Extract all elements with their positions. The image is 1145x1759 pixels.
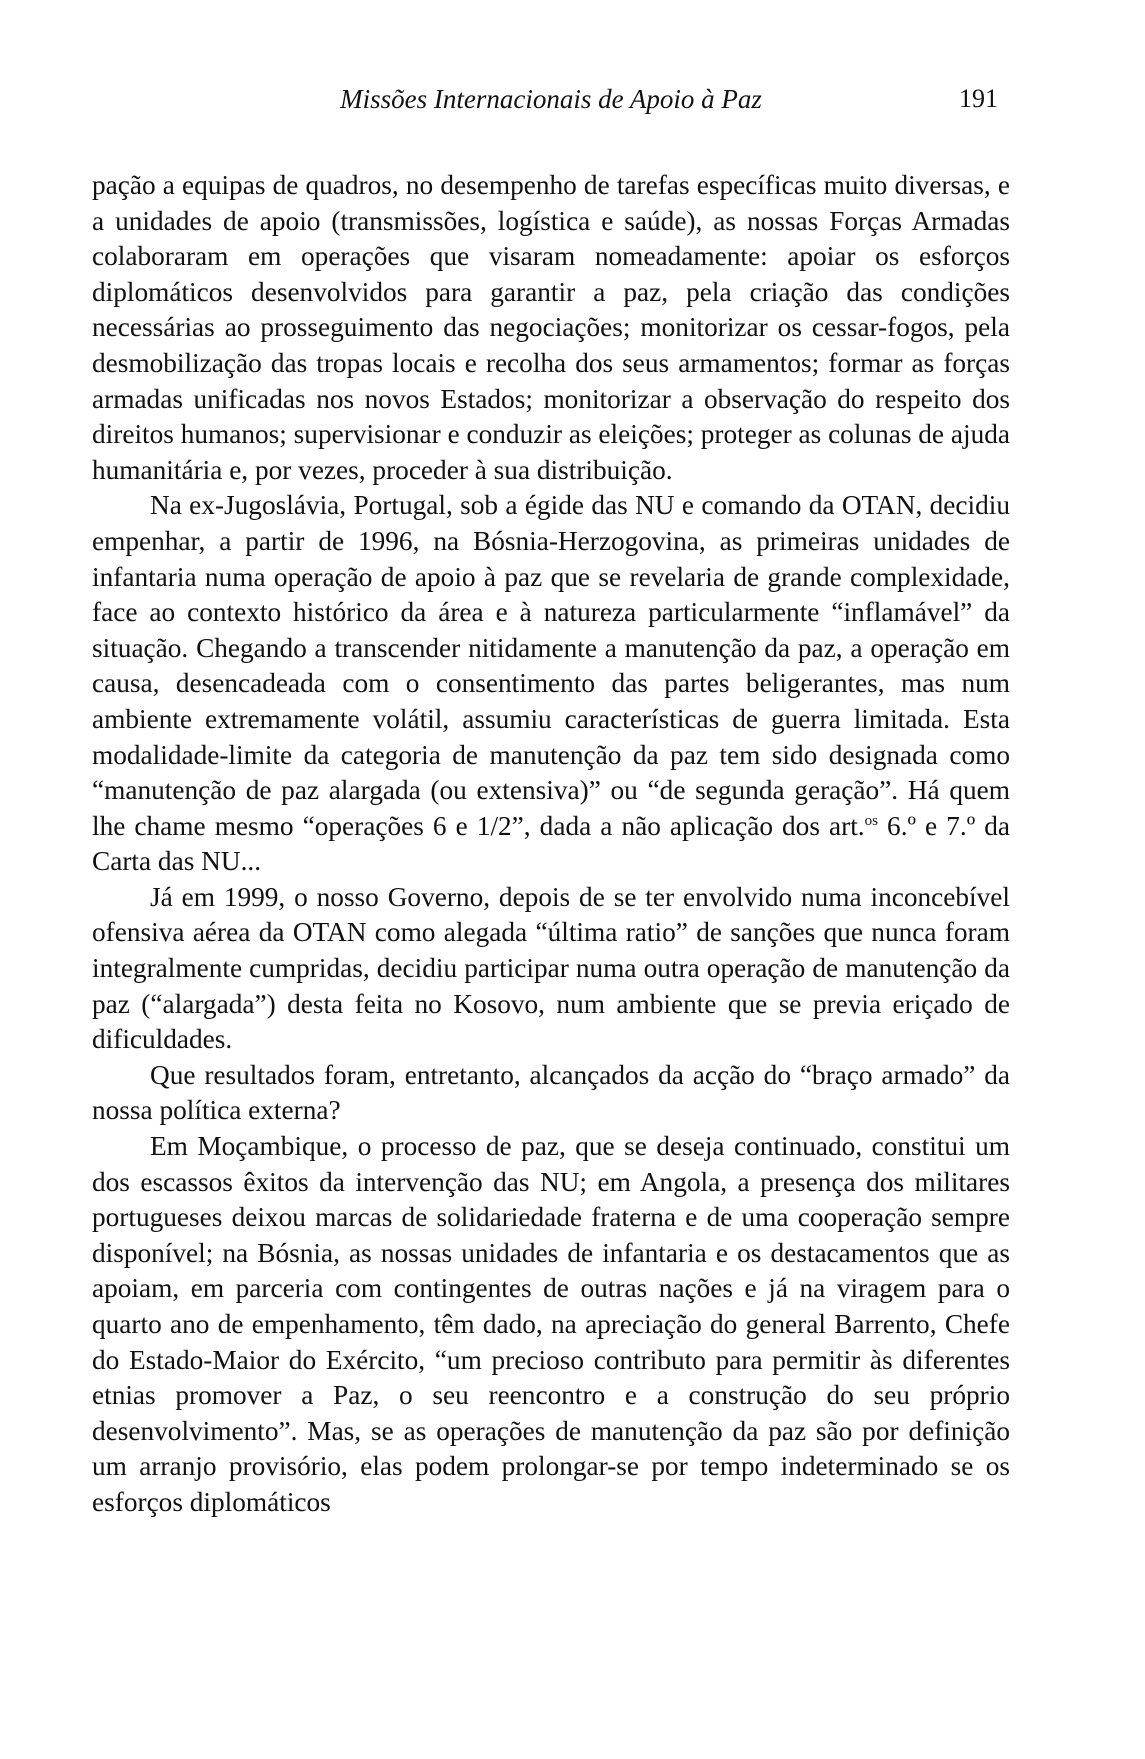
paragraph-4 [92,1058,1010,1129]
paragraph-5 [92,1129,1010,1521]
paragraph-text: Já em 1999, o nosso Governo, depois de se ter envolvido numa inconcebível ofensiva aérea da OTAN como alegada “última ratio” de sanções que nunca foram integralmente cumpridas, decidiu participar numa outra operação de manutenção da paz (“alargada”) desta feita no Kosovo, num ambiente que se previa eriçado de dificuldades. [92,881,1010,1055]
paragraph-text: Em Moçambique, o processo de paz, que se deseja continuado, constitui um dos escassos êxitos da intervenção das NU; em Angola, a presença dos militares portugueses deixou marcas de solidariedade fraterna e de uma cooperação sempre disponível; na Bósnia, as nossas unidades de infantaria e os destacamentos que as apoiam, em parceria com contingentes de outras nações e já na viragem para o quarto ano de empenhamento, têm dado, na apreciação do general Barrento, Chefe do Estado-Maior do Exército, “um precioso contributo para permitir às diferentes etnias promover a Paz, o seu reencontro e a construção do seu próprio desenvolvimento”. Mas, se as operações de manutenção da paz são por definição um arranjo provisório, elas podem prolongar-se por tempo indeterminado se os esforços diplomáticos [92,1131,1010,1517]
running-title: Missões Internacionais de Apoio à Paz [340,84,762,114]
paragraph-2 [92,488,1010,880]
paragraph-1 [92,168,1010,488]
paragraph-text: Que resultados foram, entretanto, alcançados da acção do “braço armado” da nossa política externa? [92,1059,1010,1126]
paragraph-text: pação a equipas de quadros, no desempenho de tarefas específicas muito diversas, e a unidades de apoio (transmissões, logística e saúde), as nossas Forças Armadas colaboraram em operações que visaram nomeadamente: apoiar os esforços diplomáticos desenvolvidos para garantir a paz, pela criação das condições necessárias ao prosseguimento das negociações; monitorizar os cessar-fogos, pela desmobilização das tropas locais e recolha dos seus armamentos; formar as forças armadas unificadas nos novos Estados; monitorizar a observação do respeito dos direitos humanos; supervisionar e conduzir as eleições; proteger as colunas de ajuda humanitária e, por vezes, proceder à sua distribuição. [92,170,1010,485]
page-number: 191 [959,84,998,113]
paragraph-text: Na ex-Jugoslávia, Portugal, sob a égide das NU e comando da OTAN, decidiu empenhar, a partir de 1996, na Bósnia-Herzogovina, as primeiras unidades de infantaria numa operação de apoio à paz que se revelaria de grande complexidade, face ao contexto histórico da área e à natureza particularmente “inflamável” da situação. Chegando a transcender nitidamente a manutenção da paz, a operação em causa, desencadeada com o consentimento das partes beligerantes, mas num ambiente extremamente volátil, assumiu características de guerra limitada. Esta modalidade-limite da categoria de manutenção da paz tem sido designada como “manutenção de paz alargada (ou extensiva)” ou “de segunda geração”. Há quem lhe chame mesmo “operações 6 e 1/2”, dada a não aplicação dos art. [92,490,1010,841]
superscript-os: os [864,812,878,829]
body-text [92,168,1010,1521]
paragraph-text-continued: 6.º e 7.º da Carta das NU... [92,810,1010,877]
running-header [92,82,1010,122]
paragraph-3 [92,880,1010,1058]
